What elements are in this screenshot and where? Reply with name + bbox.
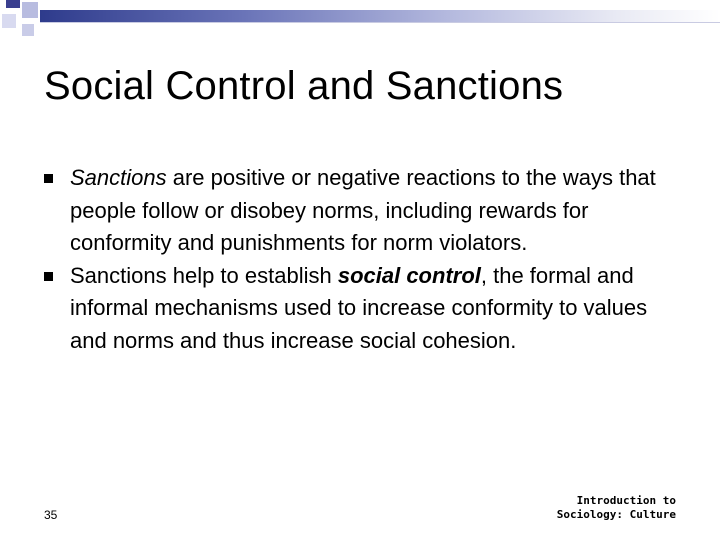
decorative-square: [22, 24, 34, 36]
bullet-item: [44, 162, 684, 260]
decorative-square: [2, 14, 16, 28]
footer-line: Sociology: Culture: [556, 508, 676, 521]
footer-line: Introduction to: [576, 494, 676, 507]
bullet-text: are positive or negative reactions to the ways that people follow or disobey norms, including rewards for conformity and punishments for norm violators.: [70, 165, 656, 255]
header-rule: [40, 22, 720, 23]
bullet-list: [44, 162, 684, 357]
square-bullet-icon: [44, 272, 53, 281]
header-gradient-bar: [40, 10, 720, 22]
slide-title: Social Control and Sanctions: [44, 64, 564, 108]
bullet-text: Sanctions help to establish: [70, 262, 338, 288]
page-number: 35: [44, 508, 58, 522]
decorative-square: [6, 0, 20, 8]
term-social-control: social control: [337, 262, 481, 288]
square-bullet-icon: [44, 174, 53, 183]
bullet-item: [44, 260, 684, 358]
term-sanctions: Sanctions: [70, 165, 167, 190]
footer-course-title: [557, 494, 676, 522]
decorative-square: [22, 2, 38, 18]
bullet-text: , the formal and informal mechanisms used to increase conformity to values and norms and thus increase social cohesion.: [70, 262, 648, 353]
